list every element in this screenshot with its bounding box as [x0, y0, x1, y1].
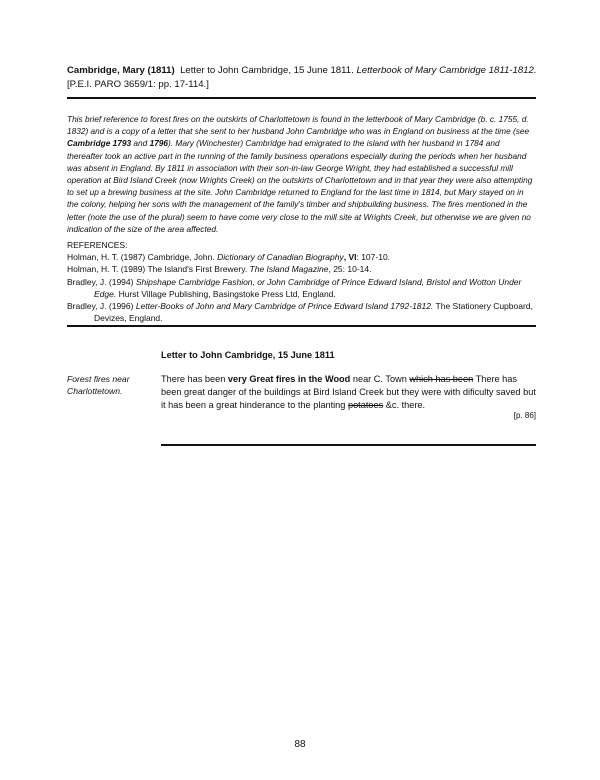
reference-item: Bradley, J. (1994) Shipshape Cambridge Fashion, or John Cambridge of Prince Edward Island, Bristol and Wotton Under Edge. Hurst Village Publishing, Basingstoke Press Ltd, England. — [67, 276, 522, 299]
summary-ref-1: Cambridge 1793 — [67, 138, 132, 149]
entry-source: Letterbook of Mary Cambridge 1811-1812. — [356, 65, 537, 76]
summary-text-1: This brief reference to forest fires on the outskirts of Charlottetown is found in the letterbook of Mary Cambridge (b. c. 1755, d. 1832) and is a copy of a letter that she sent to her husband John Cambridge who was in England on business at the time (see — [67, 114, 530, 137]
entry-title: Letter to John Cambridge, 15 June 1811. — [180, 65, 354, 76]
page-number: 88 — [294, 739, 306, 750]
summary-paragraph — [67, 113, 537, 235]
letter-title: Letter to John Cambridge, 15 June 1811 — [161, 350, 335, 360]
letter-body: There has been very Great fires in the Wood near C. Town which has been There has been great danger of the buildings at Bird Island Creek but they were with dificulty saved but it has been a great hinderance to the planting potatoes &c. there. — [161, 374, 536, 410]
entry-header — [67, 64, 537, 92]
summary-text-2: ). Mary (Winchester) Cambridge had emigrated to the island with her husband in 1784 and thereafter took an active part in the running of the family business operations especially during the periods when her husband was absent in England. By 1811 in association with their son-in-law George Wright, they had established a successful mill operation at Bird Island Creek (now Wrights Creek) on the outskirts of Charlottetown and in that year they were also attempting to set up a brewing business at the site. John Cambridge returned to England for the last time in 1814, but Mary stayed on in the colony, helping her sons with the management of the family's timber and shipbuilding business. The fires mentioned in the letter (note the use of the plural) seem to have come very close to the mill site at Wrights Creek, but otherwise we are given no indication of the size of the area affected. — [67, 138, 533, 234]
struck-text: potatoes — [347, 400, 384, 410]
summary-ref-2: 1796 — [149, 138, 169, 149]
entry-name: Cambridge, Mary (1811) — [67, 65, 175, 76]
references-section — [67, 239, 537, 324]
summary-and: and — [131, 138, 150, 149]
references-rule — [67, 325, 536, 327]
reference-item: Holman, H. T. (1989) The Island's First Brewery. The Island Magazine, 25: 10-14. — [67, 264, 372, 275]
letter-emphasis: very Great fires in the Wood — [227, 374, 351, 384]
margin-note: Forest fires near Charlottetown. — [67, 374, 130, 396]
entry-archive: [P.E.I. PARO 3659/1: pp. 17-114.] — [67, 79, 209, 90]
reference-item: Bradley, J. (1996) Letter-Books of John and Mary Cambridge of Prince Edward Island 1792-1812. The Stationery Cupboard, Devizes, England. — [67, 301, 533, 324]
header-rule — [67, 97, 536, 99]
reference-item: Holman, H. T. (1987) Cambridge, John. Dictionary of Canadian Biography, VI: 107-10. — [67, 252, 391, 263]
letter-rule — [161, 444, 536, 446]
references-heading: REFERENCES: — [67, 240, 128, 250]
struck-text: which has been — [409, 374, 474, 384]
page-reference: [p. 86] — [513, 411, 536, 420]
